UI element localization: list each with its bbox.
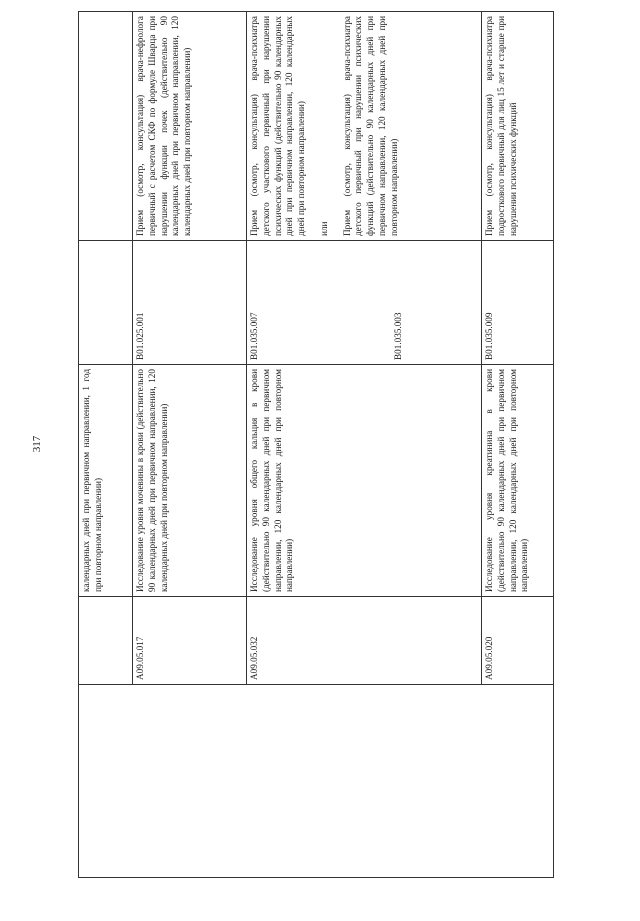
service-alternative: Прием (осмотр, консультация) врача-психиатра детского первичный при нарушении психических функций (действительно 90 календарных дней при первичном направлении, 120 календарных дней при повторном направлении): [341, 16, 399, 236]
services-table: [78, 11, 554, 878]
table-row: [79, 12, 133, 878]
test-cell: Исследование уровня общего кальция в крови (действительно 90 календарных дней при первичном направлении, 120 календарных дней при повторном направлении): [247, 365, 482, 597]
rotated-page-content: [78, 12, 558, 878]
spacer: [305, 245, 349, 360]
test-cell: Исследование уровня креатинина в крови (действительно 90 календарных дней при первичном направлении, 120 календарных дней при повторном направлении): [482, 365, 554, 597]
service-code-cell: [247, 241, 482, 365]
spacer: [331, 16, 342, 236]
service-code-cell: B01.035.009: [482, 241, 554, 365]
test-cell: календарных дней при первичном направлении, 1 год при повторном направлении): [79, 365, 133, 597]
test-cell: Исследование уровня мочевины в крови (действительно 90 календарных дней при первичном направлении, 120 календарных дней при повторном направлении): [133, 365, 247, 597]
service-cell: [247, 12, 482, 241]
merged-blank-cell: [79, 685, 554, 878]
service-code-cell: [79, 241, 133, 365]
service-cell: Прием (осмотр, консультация) врача-психиатра подросткового первичный для лиц 15 лет и старше при нарушении психических функций: [482, 12, 554, 241]
spacer: [349, 245, 393, 360]
spacer: [308, 16, 319, 236]
service-code-alternative: B01.035.003: [392, 312, 403, 360]
code-cell: A09.05.032: [247, 597, 482, 685]
service-cell: [79, 12, 133, 241]
service-code-primary: B01.035.007: [249, 312, 259, 360]
service-code-cell: B01.025.001: [133, 241, 247, 365]
service-cell: Прием (осмотр, консультация) врача-нефролога первичный с расчетом СКФ по формуле Шварца при нарушении функции почек (действительно 90 календарных дней при первичном направлении, 120 календарных дней при повторном направлении): [133, 12, 247, 241]
code-cell: A09.05.017: [133, 597, 247, 685]
code-cell: A09.05.020: [482, 597, 554, 685]
code-cell: [79, 597, 133, 685]
page-number: 317: [31, 435, 43, 453]
spacer: [261, 245, 305, 360]
service-primary: Прием (осмотр, консультация) врача-психиатра детского участкового первичный при нарушении психических функций (действительно 90 календарных дней при первичном направлении, 120 календарных дней при повторном направлении): [249, 16, 307, 236]
or-label: или: [318, 221, 329, 236]
